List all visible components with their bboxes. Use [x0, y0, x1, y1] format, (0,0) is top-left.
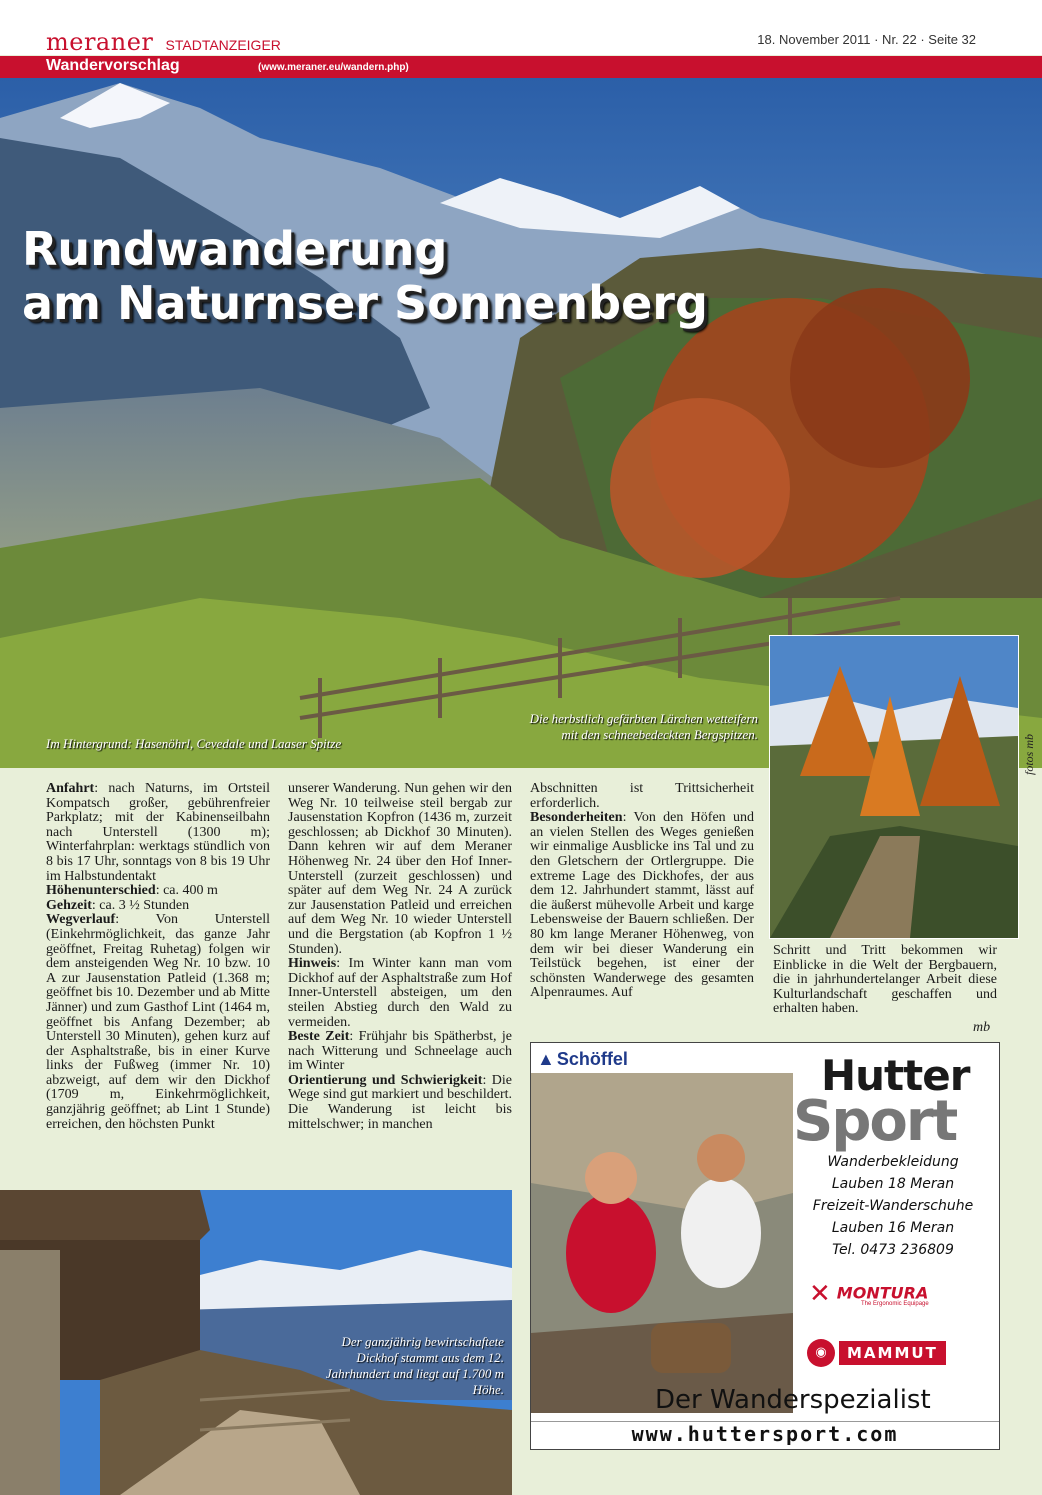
ad-website[interactable]: www.huttersport.com [531, 1421, 999, 1446]
dickhof-caption: Der ganzjährig bewirtschaftete Dickhof stammt aus dem 12. Jahrhundert und liegt auf 1.700 m Höhe. [325, 1334, 504, 1397]
montura-tagline: The Ergonomic Equipage [861, 1301, 929, 1307]
gehzeit-label: Gehzeit [46, 897, 92, 913]
store-info [793, 1151, 993, 1261]
store-line-3: Freizeit-Wanderschuhe [812, 1198, 974, 1214]
anfahrt-label: Anfahrt [46, 781, 95, 796]
article-headline [22, 222, 708, 330]
hinweis-text: : Im Winter kann man vom Dickhof auf der Asphaltstraße zum Hof Inner-Unterstell absteigen, um den steilen Abstieg durch den Wald zu vermeiden. [288, 956, 512, 1030]
larch-photo [770, 636, 1018, 938]
hero-caption: Im Hintergrund: Hasenöhrl, Cevedale und Laaser Spitze [46, 736, 342, 751]
store-line-1: Wanderbekleidung [827, 1154, 959, 1170]
hutter-logo: Hutter [821, 1051, 970, 1100]
photo-credit: fotos mb [1022, 733, 1036, 775]
closing-text: Schritt und Tritt bekommen wir Einblicke in die Welt der Bergbauern, die in jahrhundertelanger Arbeit diese Kulturlandschaft geschaffen und erhalten haben. [773, 943, 997, 1017]
anfahrt-text: : nach Naturns, im Ortsteil Kompatsch großer, gebührenfreier Parkplatz; mit der Kabinenseilbahn nach Unterstell (1300 m); Winterfahrplan: werktags stündlich von 8 bis 17 Uhr, sonntags von 8 bis 19 Uhr im Halbstundentakt [46, 781, 270, 884]
larch-trees-image [770, 636, 1018, 938]
sport-logo: Sport [793, 1089, 957, 1154]
store-line-2: Lauben 18 Meran [831, 1176, 955, 1192]
brand-name: meraner [46, 28, 154, 56]
hikers-image [531, 1073, 793, 1413]
issue-info: 18. November 2011 · Nr. 22 · Seite 32 [757, 32, 976, 47]
mammut-logo [807, 1339, 946, 1367]
mammut-name: MAMMUT [839, 1341, 946, 1365]
section-title: Wandervorschlag [46, 57, 180, 74]
ad-slogan: Der Wanderspezialist [655, 1385, 931, 1415]
advertisement[interactable] [530, 1042, 1000, 1450]
besonderheiten-label: Besonderheiten [530, 810, 623, 826]
section-url[interactable]: (www.meraner.eu/wandern.php) [258, 62, 409, 73]
schoeffel-logo [537, 1049, 628, 1070]
besonderheiten-text: : Von den Höfen und an vielen Stellen des Weges genießen wir einmalige Ausblicke ins Tal und zu den Gletschern der Ortlergruppe. Die extreme Lage des Dickhofes, der aus dem 12. Jahrhundert stammt, lässt auf die äußerst mühevolle Arbeit und karge Lebensweise der Bauern schließen. Der 80 km lange Meraner Höhenweg, von dem wir bei dieser Wanderung ein Teilstück begehen, ist einer der schönsten Wanderwege des gesamten Alpenraumes. Auf [530, 810, 754, 1001]
author-signature: mb [973, 1020, 991, 1035]
beste-zeit-text: : Frühjahr bis Spätherbst, je nach Witterung und Schneelage auch im Winter [288, 1029, 512, 1074]
montura-name: MONTURA [836, 1283, 929, 1303]
publication-logo [46, 28, 281, 56]
triangle-icon: ▲ [537, 1049, 555, 1069]
wegverlauf-text: : Von Unterstell (Einkehrmöglichkeit, das ganze Jahr geöffnet, Freitag Ruhetag) folgen wir dem ansteigenden Weg Nr. 10 bzw. 10 A zur Jausenstation Patleid (1.368 m; geöffnet bis 10. Dezember und ab Mitte Jänner) und zum Gasthof Lint (1464 m, geöffnet bis Anfang Dezember; ab Unterstell 30 Minuten), gehen kurz auf der Asphaltstraße, bis in einer Kurve links der Fußweg (immer Nr. 10) abzweigt, auf dem wir den Dickhof (1709 m, Einkehrmöglichkeit, ganzjährig geöffnet; ab Lint 1 Stunde) erreichen, den höchsten Punkt [46, 912, 270, 1132]
beste-zeit-label: Beste Zeit [288, 1029, 350, 1045]
hoehe-label: Höhenunterschied [46, 883, 156, 899]
larch-caption: Die herbstlich gefärbten Lärchen wetteifern mit den schneebedeckten Bergspitzen. [529, 711, 758, 742]
store-phone: Tel. 0473 236809 [832, 1242, 954, 1258]
mammoth-icon: ◉ [807, 1339, 835, 1367]
store-line-4: Lauben 16 Meran [831, 1220, 955, 1236]
brand-sub: STADTANZEIGER [165, 37, 281, 53]
schoeffel-name: Schöffel [556, 1049, 628, 1069]
headline-line-2: am Naturnser Sonnenberg [22, 276, 708, 330]
orientierung-text: : Die Wege sind gut markiert und beschildert. Die Wanderung ist leicht bis mittelschwer; in manchen [288, 1072, 512, 1132]
headline-line-1: Rundwanderung [22, 222, 448, 276]
orientierung-label: Orientierung und Schwierigkeit [288, 1072, 483, 1088]
montura-icon: ✕ [809, 1279, 831, 1309]
article-column-4 [773, 944, 997, 1017]
gehzeit-text: : ca. 3 ½ Stunden [91, 897, 190, 913]
article-column-2 [288, 782, 512, 1132]
article-column-1 [46, 782, 270, 1132]
hinweis-label: Hinweis [288, 956, 337, 972]
trittsicherheit-text: Abschnitten ist Trittsicherheit erforderlich. [530, 781, 754, 811]
hoehe-text: : ca. 400 m [155, 883, 218, 899]
route-text: unserer Wanderung. Nun gehen wir den Weg Nr. 10 teilweise steil bergab zur Jausenstation Kopfron (1436 m, zurzeit geschlossen; ab Dickhof 30 Minuten). Dann kehren wir auf dem Meraner Höhenweg Nr. 24 über den Hof Inner-Unterstell (zurzeit geschlossen) und später auf dem Weg Nr. 24 A zurück zur Jausenstation Patleid und erreichen auf dem Weg Nr. 10 wieder Unterstell und die Bergstation (ab Kopfron 1 ½ Stunden). [288, 781, 512, 957]
article-column-3 [530, 782, 754, 1001]
wegverlauf-label: Wegverlauf [46, 912, 116, 928]
